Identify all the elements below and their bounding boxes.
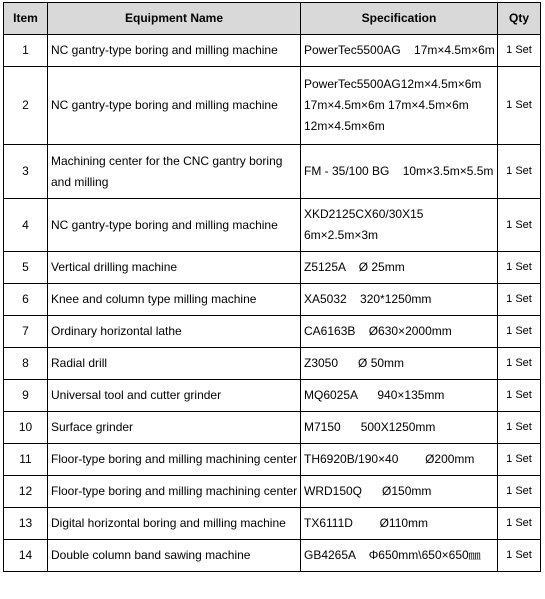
- specification: Z5125A Ø 25mm: [301, 252, 498, 284]
- item-number: 11: [4, 444, 48, 476]
- table-row: [4, 67, 541, 145]
- equipment-name-line: Machining center for the CNC gantry boring: [51, 153, 283, 168]
- equipment-name: Floor-type boring and milling machining center: [48, 476, 301, 508]
- specification: FM - 35/100 BG 10m×3.5m×5.5m: [301, 145, 498, 199]
- specification-line: 12m×4.5m×6m: [304, 119, 385, 133]
- table-row: [4, 145, 541, 199]
- table-row: [4, 380, 541, 412]
- table-row: [4, 199, 541, 252]
- item-number: 12: [4, 476, 48, 508]
- specification: M7150 500X1250mm: [301, 412, 498, 444]
- header-specification: Specification: [301, 3, 498, 35]
- item-number: 10: [4, 412, 48, 444]
- table-row: [4, 476, 541, 508]
- equipment-name: Ordinary horizontal lathe: [48, 316, 301, 348]
- item-number: 5: [4, 252, 48, 284]
- item-number: 13: [4, 508, 48, 540]
- equipment-name: Floor-type boring and milling machining center: [48, 444, 301, 476]
- specification: [301, 67, 498, 145]
- quantity: 1 Set: [498, 444, 541, 476]
- equipment-name: NC gantry-type boring and milling machine: [48, 67, 301, 145]
- quantity: 1 Set: [498, 67, 541, 145]
- specification: CA6163B Ø630×2000mm: [301, 316, 498, 348]
- item-number: 3: [4, 145, 48, 199]
- equipment-name: Vertical drilling machine: [48, 252, 301, 284]
- specification-line: 6m×2.5m×3m: [304, 228, 379, 242]
- specification-line: 17m×4.5m×6m 17m×4.5m×6m: [304, 98, 469, 112]
- item-number: 2: [4, 67, 48, 145]
- table-row: [4, 252, 541, 284]
- item-number: 8: [4, 348, 48, 380]
- table-row: [4, 316, 541, 348]
- table-row: [4, 444, 541, 476]
- specification: PowerTec5500AG 17m×4.5m×6m: [301, 35, 498, 67]
- header-qty: Qty: [498, 3, 541, 35]
- equipment-name: Knee and column type milling machine: [48, 284, 301, 316]
- equipment-name: [48, 145, 301, 199]
- quantity: 1 Set: [498, 252, 541, 284]
- header-equipment-name: Equipment Name: [48, 3, 301, 35]
- quantity: 1 Set: [498, 35, 541, 67]
- equipment-table: [3, 2, 541, 572]
- specification: Z3050 Ø 50mm: [301, 348, 498, 380]
- quantity: 1 Set: [498, 412, 541, 444]
- item-number: 14: [4, 540, 48, 572]
- table-row: [4, 540, 541, 572]
- specification: XA5032 320*1250mm: [301, 284, 498, 316]
- quantity: 1 Set: [498, 316, 541, 348]
- item-number: 6: [4, 284, 48, 316]
- quantity: 1 Set: [498, 348, 541, 380]
- equipment-name: Radial drill: [48, 348, 301, 380]
- quantity: 1 Set: [498, 199, 541, 252]
- table-row: [4, 284, 541, 316]
- specification: WRD150Q Ø150mm: [301, 476, 498, 508]
- quantity: 1 Set: [498, 145, 541, 199]
- header-row: [4, 3, 541, 35]
- specification: GB4265A Φ650mm\650×650㎜: [301, 540, 498, 572]
- equipment-name: Universal tool and cutter grinder: [48, 380, 301, 412]
- item-number: 7: [4, 316, 48, 348]
- table-row: [4, 35, 541, 67]
- specification-line: PowerTec5500AG12m×4.5m×6m: [304, 77, 482, 91]
- item-number: 4: [4, 199, 48, 252]
- header-item: Item: [4, 3, 48, 35]
- quantity: 1 Set: [498, 508, 541, 540]
- specification: TH6920B/190×40 Ø200mm: [301, 444, 498, 476]
- equipment-name: Surface grinder: [48, 412, 301, 444]
- item-number: 1: [4, 35, 48, 67]
- table-row: [4, 348, 541, 380]
- equipment-name: Digital horizontal boring and milling machine: [48, 508, 301, 540]
- quantity: 1 Set: [498, 284, 541, 316]
- quantity: 1 Set: [498, 380, 541, 412]
- specification: MQ6025A 940×135mm: [301, 380, 498, 412]
- table-row: [4, 508, 541, 540]
- equipment-name: NC gantry-type boring and milling machine: [48, 35, 301, 67]
- specification-line: XKD2125CX60/30X15: [304, 207, 424, 221]
- specification: [301, 199, 498, 252]
- specification: TX6111D Ø110mm: [301, 508, 498, 540]
- equipment-name-line: and milling: [51, 174, 109, 189]
- table-row: [4, 412, 541, 444]
- quantity: 1 Set: [498, 476, 541, 508]
- equipment-name: Double column band sawing machine: [48, 540, 301, 572]
- item-number: 9: [4, 380, 48, 412]
- quantity: 1 Set: [498, 540, 541, 572]
- equipment-name: NC gantry-type boring and milling machine: [48, 199, 301, 252]
